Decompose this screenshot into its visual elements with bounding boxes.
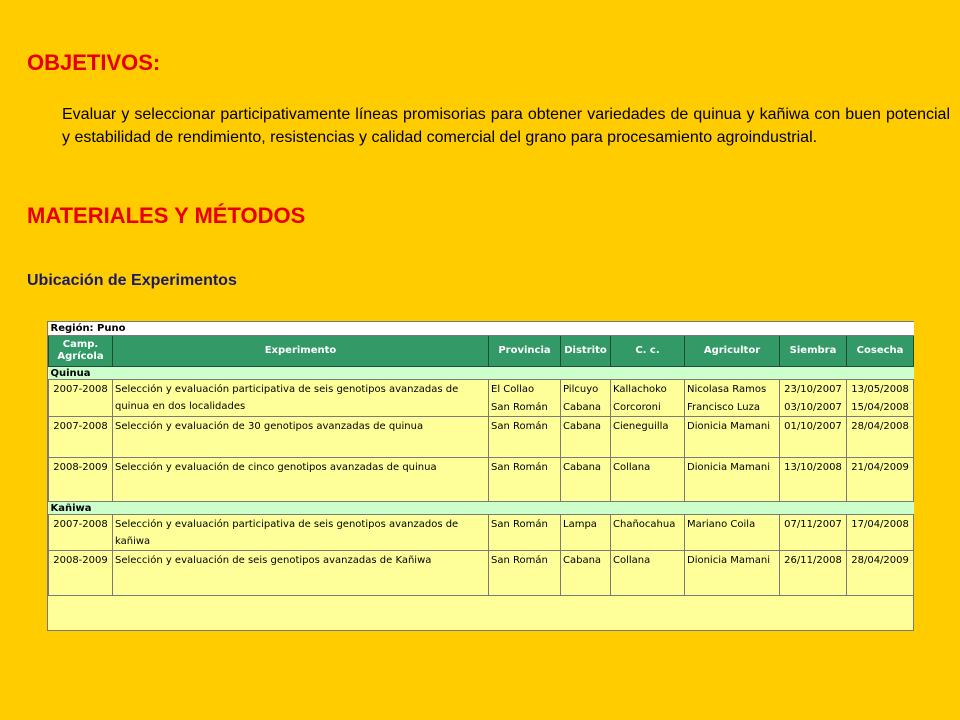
cell-provincia: San Román — [489, 398, 561, 417]
cell-siembra: 01/10/2007 — [780, 417, 847, 436]
cell-agricultor: Mariano Coila — [685, 515, 780, 551]
region-label: Región: Puno — [49, 322, 914, 336]
cell-siembra: 26/11/2008 — [780, 551, 847, 570]
header-siembra: Siembra — [780, 336, 847, 367]
cell-empty — [685, 476, 780, 502]
cell-empty — [489, 569, 561, 595]
cell-experimento: Selección y evaluación de 30 genotipos avanzadas de quinua — [113, 417, 489, 458]
header-cc: C. c. — [611, 336, 685, 367]
cell-agricultor: Francisco Luza — [685, 398, 780, 417]
cell-cosecha: 28/04/2009 — [847, 551, 914, 570]
objetivos-heading: OBJETIVOS: — [27, 50, 161, 75]
cell-siembra: 23/10/2007 — [780, 380, 847, 399]
cell-empty — [561, 569, 611, 595]
crop-row-quinua — [49, 367, 914, 380]
cell-cosecha: 15/04/2008 — [847, 398, 914, 417]
cell-cosecha: 13/05/2008 — [847, 380, 914, 399]
cell-camp: 2008-2009 — [49, 457, 113, 502]
cell-cosecha: 21/04/2009 — [847, 457, 914, 476]
cell-empty — [847, 476, 914, 502]
table-row — [49, 457, 914, 476]
cell-siembra: 07/11/2007 — [780, 515, 847, 551]
cell-provincia: San Román — [489, 457, 561, 476]
cell-provincia: San Román — [489, 515, 561, 551]
cell-empty — [685, 435, 780, 457]
cell-empty — [685, 569, 780, 595]
cell-cc: Collana — [611, 457, 685, 476]
experiments-table — [48, 322, 914, 596]
cell-camp: 2007-2008 — [49, 380, 113, 417]
cell-empty — [780, 569, 847, 595]
cell-experimento: Selección y evaluación de seis genotipos avanzadas de Kañiwa — [113, 551, 489, 596]
cell-distrito: Lampa — [561, 515, 611, 551]
header-experimento: Experimento — [113, 336, 489, 367]
table-row — [49, 417, 914, 436]
cell-cc: Corcoroni — [611, 398, 685, 417]
cell-cc: Chañocahua — [611, 515, 685, 551]
cell-empty — [847, 435, 914, 457]
cell-experimento: Selección y evaluación participativa de seis genotipos avanzadas de quinua en dos localidades — [113, 380, 489, 417]
header-agricultor: Agricultor — [685, 336, 780, 367]
cell-agricultor: Nicolasa Ramos — [685, 380, 780, 399]
cell-camp: 2007-2008 — [49, 515, 113, 551]
cell-empty — [847, 569, 914, 595]
cell-empty — [780, 476, 847, 502]
cell-agricultor: Dionicia Mamani — [685, 457, 780, 476]
cell-empty — [561, 476, 611, 502]
ubicacion-subheading: Ubicación de Experimentos — [27, 272, 237, 289]
cell-distrito: Cabana — [561, 457, 611, 476]
cell-cc: Cieneguilla — [611, 417, 685, 436]
crop-label-kaniwa: Kañiwa — [49, 502, 914, 515]
cell-distrito: Cabana — [561, 551, 611, 570]
cell-agricultor: Dionicia Mamani — [685, 417, 780, 436]
objetivos-text: Evaluar y seleccionar participativamente líneas promisorias para obtener variedades de quinua y kañiwa con buen potencial y estabilidad de rendimiento, resistencias y calidad comercial del grano para procesamiento agroindustrial. — [62, 106, 950, 146]
experiments-table-container — [47, 321, 914, 631]
header-distrito: Distrito — [561, 336, 611, 367]
table-row — [49, 515, 914, 551]
cell-empty — [611, 435, 685, 457]
header-camp: Camp. Agrícola — [49, 336, 113, 367]
cell-distrito: Cabana — [561, 398, 611, 417]
header-row — [49, 336, 914, 367]
cell-camp: 2007-2008 — [49, 417, 113, 458]
cell-experimento: Selección y evaluación de cinco genotipos avanzadas de quinua — [113, 457, 489, 502]
cell-empty — [780, 435, 847, 457]
cell-empty — [561, 435, 611, 457]
cell-empty — [489, 476, 561, 502]
header-provincia: Provincia — [489, 336, 561, 367]
cell-provincia: El Collao — [489, 380, 561, 399]
cell-cc: Kallachoko — [611, 380, 685, 399]
table-row — [49, 551, 914, 570]
cell-cosecha: 28/04/2008 — [847, 417, 914, 436]
cell-empty — [489, 435, 561, 457]
cell-agricultor: Dionicia Mamani — [685, 551, 780, 570]
cell-siembra: 13/10/2008 — [780, 457, 847, 476]
cell-empty — [611, 476, 685, 502]
materiales-heading: MATERIALES Y MÉTODOS — [27, 203, 306, 228]
cell-cosecha: 17/04/2008 — [847, 515, 914, 551]
cell-experimento: Selección y evaluación participativa de seis genotipos avanzados de kañiwa — [113, 515, 489, 551]
cell-distrito: Pilcuyo — [561, 380, 611, 399]
cell-distrito: Cabana — [561, 417, 611, 436]
region-row — [49, 322, 914, 336]
cell-provincia: San Román — [489, 551, 561, 570]
cell-camp: 2008-2009 — [49, 551, 113, 596]
header-cosecha: Cosecha — [847, 336, 914, 367]
cell-siembra: 03/10/2007 — [780, 398, 847, 417]
cell-provincia: San Román — [489, 417, 561, 436]
crop-row-kaniwa — [49, 502, 914, 515]
table-row — [49, 380, 914, 399]
cell-cc: Collana — [611, 551, 685, 570]
cell-empty — [611, 569, 685, 595]
crop-label-quinua: Quinua — [49, 367, 914, 380]
